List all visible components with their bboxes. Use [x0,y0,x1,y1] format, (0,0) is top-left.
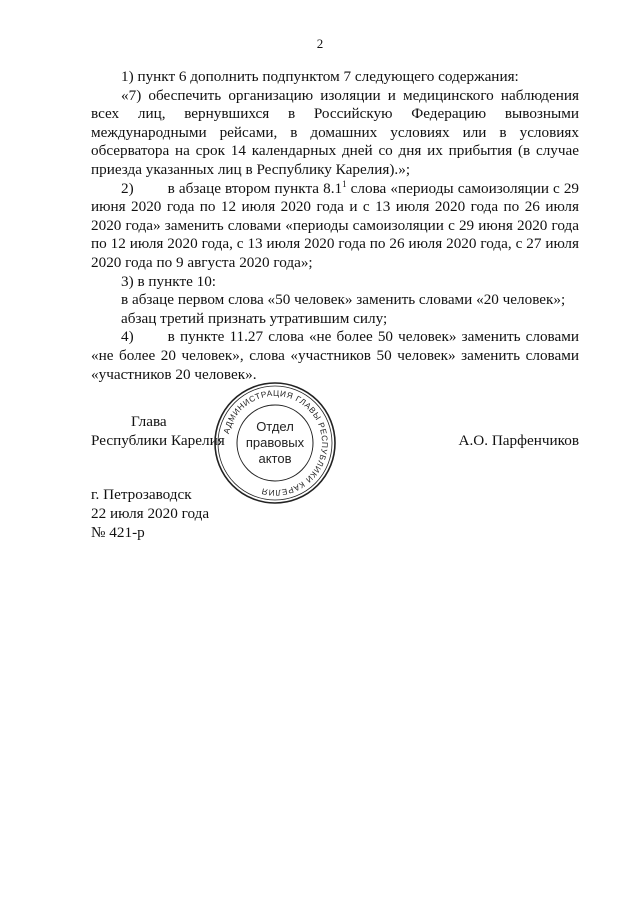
signature-region: Республики Карелия [91,432,225,449]
paragraph-3 [91,180,579,273]
paragraph-7-text: в пункте 11.27 слова «не более 50 человек» заменить словами «не более 20 человек», слова «участников 50 человек» заменить словами «участников 20 человек». [91,328,579,383]
signature-name: А.О. Парфенчиков [458,432,579,449]
paragraph-4: 3) в пункте 10: [121,272,217,290]
paragraph-3-text-b: слова «периоды самоизоляции с 29 июня 2020 года по 12 июля 2020 года и с 13 июля 2020 года по 26 июля 2020 года» заменить словами «периоды самоизоляции с 29 июня 2020 года по 12 июля 2020 года, с 13 июля 2020 года по 26 июля 2020 года, с 27 июля 2020 года по 9 августа 2020 года»; [91,179,580,271]
stamp-line-1: Отдел [256,419,294,434]
footer-number: № 421-р [91,524,145,541]
paragraph-3-text-a: в абзаце втором пункта 8.1 [167,179,343,197]
paragraph-2: «7) обеспечить организацию изоляции и медицинского наблюдения всех лиц, вернувшихся в Российскую Федерацию вывозными международными рейсами, в домашних условиях или в условиях обсерватора на срок 14 календарных дней со дня их прибытия (в случае приезда указанных лиц в Республику Карелия).»; [91,86,579,178]
document-footer [91,485,209,542]
item-number: 2) [121,179,134,197]
paragraph-5: в абзаце первом слова «50 человек» заменить словами «20 человек»; [121,291,566,309]
signature-title: Глава [131,413,167,430]
document-body [91,68,579,384]
stamp-ring-text: АДМИНИСТРАЦИЯ ГЛАВЫ РЕСПУБЛИКИ КАРЕЛИЯ [221,388,330,498]
paragraph-6: абзац третий признать утратившим силу; [121,309,388,327]
superscript: 1 [342,178,347,189]
stamp-line-2: правовых [245,435,305,450]
footer-date: 22 июля 2020 года [91,505,210,522]
page-number: 2 [316,36,324,51]
stamp-line-3: актов [258,451,292,466]
official-stamp [213,381,337,505]
item-number: 4) [121,328,134,346]
paragraph-1: 1) пункт 6 дополнить подпунктом 7 следующего содержания: [121,68,519,85]
paragraph-7 [91,328,579,384]
footer-city: г. Петрозаводск [91,486,192,503]
